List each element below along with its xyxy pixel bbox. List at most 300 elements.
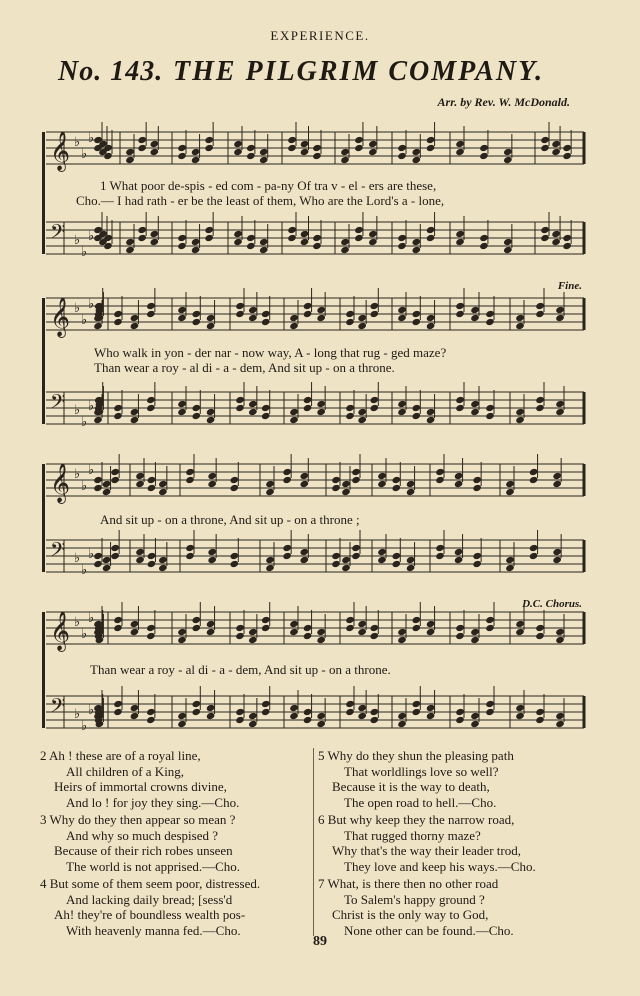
note-head xyxy=(113,310,123,318)
note-head xyxy=(191,148,201,156)
note-head xyxy=(370,708,380,716)
note-head xyxy=(562,152,572,160)
note-head xyxy=(515,620,525,628)
note-head xyxy=(479,152,489,160)
note-head xyxy=(503,148,513,156)
key-flat: ♭ xyxy=(81,719,88,734)
lyric-line-5: And sit up - on a throne, And sit up - on a throne ; xyxy=(100,512,360,527)
key-flat: ♭ xyxy=(81,415,88,430)
note-head xyxy=(470,400,480,408)
note-head xyxy=(93,484,103,492)
note-head xyxy=(397,720,407,728)
note-head xyxy=(303,310,313,318)
note-head xyxy=(113,412,123,420)
note-head xyxy=(235,302,245,310)
column-divider xyxy=(313,748,314,936)
verse-6 xyxy=(318,812,536,874)
verse-line: 3 Why do they then appear so mean ? xyxy=(40,812,236,827)
note-head xyxy=(177,306,187,314)
key-flat: ♭ xyxy=(88,463,95,478)
verse-line: With heavenly manna fed.—Cho. xyxy=(66,922,241,938)
note-head xyxy=(248,720,258,728)
note-head xyxy=(552,480,562,488)
note-head xyxy=(130,314,140,322)
note-head xyxy=(435,476,445,484)
note-head xyxy=(470,306,480,314)
note-head xyxy=(370,302,380,310)
note-head xyxy=(345,310,355,318)
note-head xyxy=(300,140,310,148)
key-flat: ♭ xyxy=(81,147,88,162)
note-head xyxy=(312,152,322,160)
note-head xyxy=(125,246,135,254)
note-head xyxy=(206,416,216,424)
bass-clef: 𝄢 xyxy=(50,694,66,722)
note-head xyxy=(370,310,380,318)
note-head xyxy=(113,708,123,716)
note-head xyxy=(130,704,140,712)
note-head xyxy=(246,234,256,242)
note-head xyxy=(289,408,299,416)
note-head xyxy=(426,628,436,636)
note-head xyxy=(158,556,168,564)
note-head xyxy=(331,560,341,568)
note-head xyxy=(426,314,436,322)
note-head xyxy=(345,318,355,326)
key-flat: ♭ xyxy=(88,703,95,718)
note-head xyxy=(535,310,545,318)
note-head xyxy=(191,246,201,254)
note-head xyxy=(233,140,243,148)
hymn-title: THE PILGRIM COMPANY. xyxy=(173,56,545,87)
note-head xyxy=(235,624,245,632)
note-head xyxy=(535,632,545,640)
note-head xyxy=(316,314,326,322)
note-head xyxy=(248,400,258,408)
note-head xyxy=(412,404,422,412)
note-head xyxy=(192,616,202,624)
note-head xyxy=(235,708,245,716)
note-head xyxy=(150,148,160,156)
note-head xyxy=(287,234,297,242)
note-head xyxy=(230,552,240,560)
note-head xyxy=(368,238,378,246)
note-head xyxy=(259,156,269,164)
note-head xyxy=(147,560,157,568)
note-head xyxy=(110,468,120,476)
note-head xyxy=(479,242,489,250)
note-head xyxy=(370,716,380,724)
note-head xyxy=(455,302,465,310)
note-head xyxy=(426,416,436,424)
note-head xyxy=(102,488,112,496)
note-head xyxy=(113,318,123,326)
note-head xyxy=(316,306,326,314)
note-head xyxy=(282,544,292,552)
note-head xyxy=(261,310,271,318)
note-head xyxy=(207,480,217,488)
note-head xyxy=(351,476,361,484)
note-head xyxy=(529,544,539,552)
note-head xyxy=(397,408,407,416)
note-head xyxy=(316,720,326,728)
note-head xyxy=(345,616,355,624)
note-head xyxy=(185,552,195,560)
note-head xyxy=(312,242,322,250)
note-head xyxy=(192,412,202,420)
note-head xyxy=(351,544,361,552)
note-head xyxy=(397,712,407,720)
note-head xyxy=(340,246,350,254)
note-head xyxy=(230,476,240,484)
key-flat: ♭ xyxy=(74,301,81,316)
note-head xyxy=(552,472,562,480)
note-head xyxy=(130,416,140,424)
key-flat: ♭ xyxy=(81,245,88,260)
note-head xyxy=(146,716,156,724)
note-head xyxy=(282,468,292,476)
key-flat: ♭ xyxy=(88,297,95,312)
key-flat: ♭ xyxy=(88,611,95,626)
key-flat: ♭ xyxy=(74,135,81,150)
note-head xyxy=(113,624,123,632)
note-head xyxy=(135,472,145,480)
note-head xyxy=(146,632,156,640)
note-head xyxy=(289,416,299,424)
note-head xyxy=(235,310,245,318)
note-head xyxy=(287,136,297,144)
key-flat: ♭ xyxy=(88,229,95,244)
note-head xyxy=(303,302,313,310)
note-head xyxy=(479,144,489,152)
note-head xyxy=(357,620,367,628)
note-head xyxy=(130,408,140,416)
note-head xyxy=(158,564,168,572)
note-head xyxy=(235,396,245,404)
note-head xyxy=(261,318,271,326)
key-flat: ♭ xyxy=(81,313,88,328)
note-head xyxy=(351,552,361,560)
note-head xyxy=(397,234,407,242)
note-head xyxy=(426,712,436,720)
note-head xyxy=(248,408,258,416)
note-head xyxy=(204,136,214,144)
note-head xyxy=(412,700,422,708)
note-head xyxy=(206,628,216,636)
note-head xyxy=(455,140,465,148)
note-head xyxy=(357,712,367,720)
note-head xyxy=(137,144,147,152)
note-head xyxy=(261,700,271,708)
verse-line: 4 But some of them seem poor, distressed. xyxy=(40,876,261,891)
page-number: 89 xyxy=(313,934,327,949)
note-head xyxy=(472,560,482,568)
fine-marker: Fine. xyxy=(557,280,582,292)
note-head xyxy=(515,314,525,322)
verse-line: Ah! they're of boundless wealth pos- xyxy=(54,907,246,922)
note-head xyxy=(370,632,380,640)
note-head xyxy=(340,156,350,164)
note-head xyxy=(287,226,297,234)
note-head xyxy=(137,136,147,144)
note-head xyxy=(345,624,355,632)
note-head xyxy=(426,226,436,234)
note-head xyxy=(341,564,351,572)
note-head xyxy=(426,704,436,712)
note-head xyxy=(503,156,513,164)
note-head xyxy=(397,636,407,644)
note-head xyxy=(177,712,187,720)
treble-clef: 𝄞 xyxy=(50,611,71,651)
note-head xyxy=(454,480,464,488)
note-head xyxy=(316,712,326,720)
note-head xyxy=(412,246,422,254)
note-head xyxy=(472,484,482,492)
verse-line: 6 But why keep they the narrow road, xyxy=(318,812,515,827)
system-bracket xyxy=(42,612,45,728)
note-head xyxy=(146,624,156,632)
note-head xyxy=(261,404,271,412)
note-head xyxy=(300,230,310,238)
note-head xyxy=(146,302,156,310)
note-head xyxy=(192,310,202,318)
note-head xyxy=(551,238,561,246)
note-head xyxy=(331,476,341,484)
note-head xyxy=(233,230,243,238)
key-flat: ♭ xyxy=(88,547,95,562)
note-head xyxy=(412,412,422,420)
note-head xyxy=(412,624,422,632)
note-head xyxy=(191,238,201,246)
note-head xyxy=(177,408,187,416)
note-head xyxy=(540,136,550,144)
verse-2 xyxy=(40,748,239,810)
verse-line: To Salem's happy ground ? xyxy=(344,891,485,907)
note-head xyxy=(470,408,480,416)
note-head xyxy=(555,306,565,314)
note-head xyxy=(555,628,565,636)
note-head xyxy=(412,318,422,326)
note-head xyxy=(412,148,422,156)
note-head xyxy=(426,620,436,628)
note-head xyxy=(454,548,464,556)
lyric-line-6: Than wear a roy - al di - a - dem, And sit up - on a throne. xyxy=(90,662,391,677)
note-head xyxy=(113,404,123,412)
note-head xyxy=(435,552,445,560)
note-head xyxy=(125,238,135,246)
note-head xyxy=(287,144,297,152)
note-head xyxy=(455,632,465,640)
note-head xyxy=(354,136,364,144)
note-head xyxy=(552,556,562,564)
note-head xyxy=(551,148,561,156)
treble-clef: 𝄞 xyxy=(50,297,71,337)
note-head xyxy=(230,484,240,492)
note-head xyxy=(303,716,313,724)
bass-clef: 𝄢 xyxy=(50,538,66,566)
verse-line: The open road to hell.—Cho. xyxy=(344,794,497,810)
note-head xyxy=(177,242,187,250)
note-head xyxy=(529,552,539,560)
note-head xyxy=(259,238,269,246)
system-bracket xyxy=(42,464,45,572)
key-flat: ♭ xyxy=(74,707,81,722)
note-head xyxy=(535,302,545,310)
note-head xyxy=(303,632,313,640)
note-head xyxy=(515,408,525,416)
note-head xyxy=(470,712,480,720)
note-head xyxy=(562,144,572,152)
verse-line: Christ is the only way to God, xyxy=(332,907,489,922)
note-head xyxy=(282,552,292,560)
note-head xyxy=(515,322,525,330)
dc-chorus-marker: D.C. Chorus. xyxy=(522,598,582,610)
note-head xyxy=(426,144,436,152)
system-bracket xyxy=(42,132,45,254)
note-head xyxy=(259,148,269,156)
note-head xyxy=(472,552,482,560)
note-head xyxy=(562,242,572,250)
note-head xyxy=(540,144,550,152)
note-head xyxy=(207,548,217,556)
note-head xyxy=(412,708,422,716)
note-head xyxy=(130,322,140,330)
note-head xyxy=(248,712,258,720)
note-head xyxy=(259,246,269,254)
note-head xyxy=(485,412,495,420)
note-head xyxy=(248,636,258,644)
note-head xyxy=(331,484,341,492)
note-head xyxy=(455,708,465,716)
note-head xyxy=(412,238,422,246)
key-flat: ♭ xyxy=(74,233,81,248)
note-head xyxy=(341,480,351,488)
note-head xyxy=(455,624,465,632)
note-head xyxy=(406,556,416,564)
note-head xyxy=(265,488,275,496)
note-head xyxy=(505,556,515,564)
lyric-line-3: Who walk in yon - der nar - now way, A - long that rug - ged maze? xyxy=(94,345,447,360)
note-head xyxy=(125,156,135,164)
note-head xyxy=(177,720,187,728)
verse-line: Because it is the way to death, xyxy=(332,779,490,794)
note-head xyxy=(354,226,364,234)
note-head xyxy=(206,322,216,330)
note-head xyxy=(312,234,322,242)
note-head xyxy=(412,616,422,624)
note-head xyxy=(235,716,245,724)
verse-line: None other can be found.—Cho. xyxy=(344,922,514,938)
verse-5 xyxy=(318,748,514,810)
note-head xyxy=(540,226,550,234)
note-head xyxy=(289,704,299,712)
lyric-line-4: Than wear a roy - al di - a - dem, And sit up - on a throne. xyxy=(94,360,395,375)
note-head xyxy=(397,306,407,314)
verse-7 xyxy=(318,876,514,938)
note-head xyxy=(485,310,495,318)
note-head xyxy=(406,480,416,488)
note-head xyxy=(540,234,550,242)
note-head xyxy=(150,238,160,246)
note-head xyxy=(316,636,326,644)
note-head xyxy=(137,234,147,242)
note-head xyxy=(455,310,465,318)
note-head xyxy=(485,318,495,326)
note-head xyxy=(357,408,367,416)
verse-line: They love and keep his ways.—Cho. xyxy=(344,858,536,874)
note-head xyxy=(397,400,407,408)
note-head xyxy=(192,624,202,632)
note-head xyxy=(246,144,256,152)
arranger-credit: Arr. by Rev. W. McDonald. xyxy=(437,95,570,109)
note-head xyxy=(515,628,525,636)
note-head xyxy=(562,234,572,242)
note-head xyxy=(206,712,216,720)
note-head xyxy=(204,226,214,234)
note-head xyxy=(110,544,120,552)
note-head xyxy=(435,468,445,476)
note-head xyxy=(177,314,187,322)
note-head xyxy=(110,552,120,560)
note-head xyxy=(377,548,387,556)
note-head xyxy=(102,564,112,572)
note-head xyxy=(426,408,436,416)
note-head xyxy=(233,148,243,156)
lyric-line-verse1: 1 What poor de-spis - ed com - pa-ny Of tra v - el - ers are these, xyxy=(100,178,437,193)
note-head xyxy=(397,144,407,152)
note-head xyxy=(397,152,407,160)
key-flat: ♭ xyxy=(74,551,81,566)
note-head xyxy=(551,230,561,238)
note-head xyxy=(206,314,216,322)
note-head xyxy=(485,404,495,412)
note-head xyxy=(515,416,525,424)
note-head xyxy=(455,148,465,156)
treble-clef: 𝄞 xyxy=(50,463,71,503)
hymn-number: No. 143. xyxy=(58,56,164,87)
note-head xyxy=(147,484,157,492)
note-head xyxy=(551,140,561,148)
section-heading: EXPERIENCE. xyxy=(270,28,370,43)
verse-line: That worldlings love so well? xyxy=(344,763,499,779)
note-head xyxy=(177,400,187,408)
note-head xyxy=(192,318,202,326)
note-head xyxy=(412,156,422,164)
verse-line: 2 Ah ! these are of a royal line, xyxy=(40,748,201,763)
note-head xyxy=(282,476,292,484)
note-head xyxy=(93,560,103,568)
note-head xyxy=(368,148,378,156)
note-head xyxy=(377,556,387,564)
system-bracket xyxy=(42,298,45,424)
note-head xyxy=(146,396,156,404)
note-head xyxy=(204,234,214,242)
note-head xyxy=(485,624,495,632)
note-head xyxy=(246,152,256,160)
note-head xyxy=(397,242,407,250)
note-head xyxy=(316,408,326,416)
note-head xyxy=(137,226,147,234)
note-head xyxy=(146,404,156,412)
key-flat: ♭ xyxy=(81,479,88,494)
note-head xyxy=(303,624,313,632)
note-head xyxy=(93,476,103,484)
note-head xyxy=(340,148,350,156)
note-head xyxy=(535,624,545,632)
note-head xyxy=(370,396,380,404)
note-head xyxy=(485,708,495,716)
note-head xyxy=(370,404,380,412)
